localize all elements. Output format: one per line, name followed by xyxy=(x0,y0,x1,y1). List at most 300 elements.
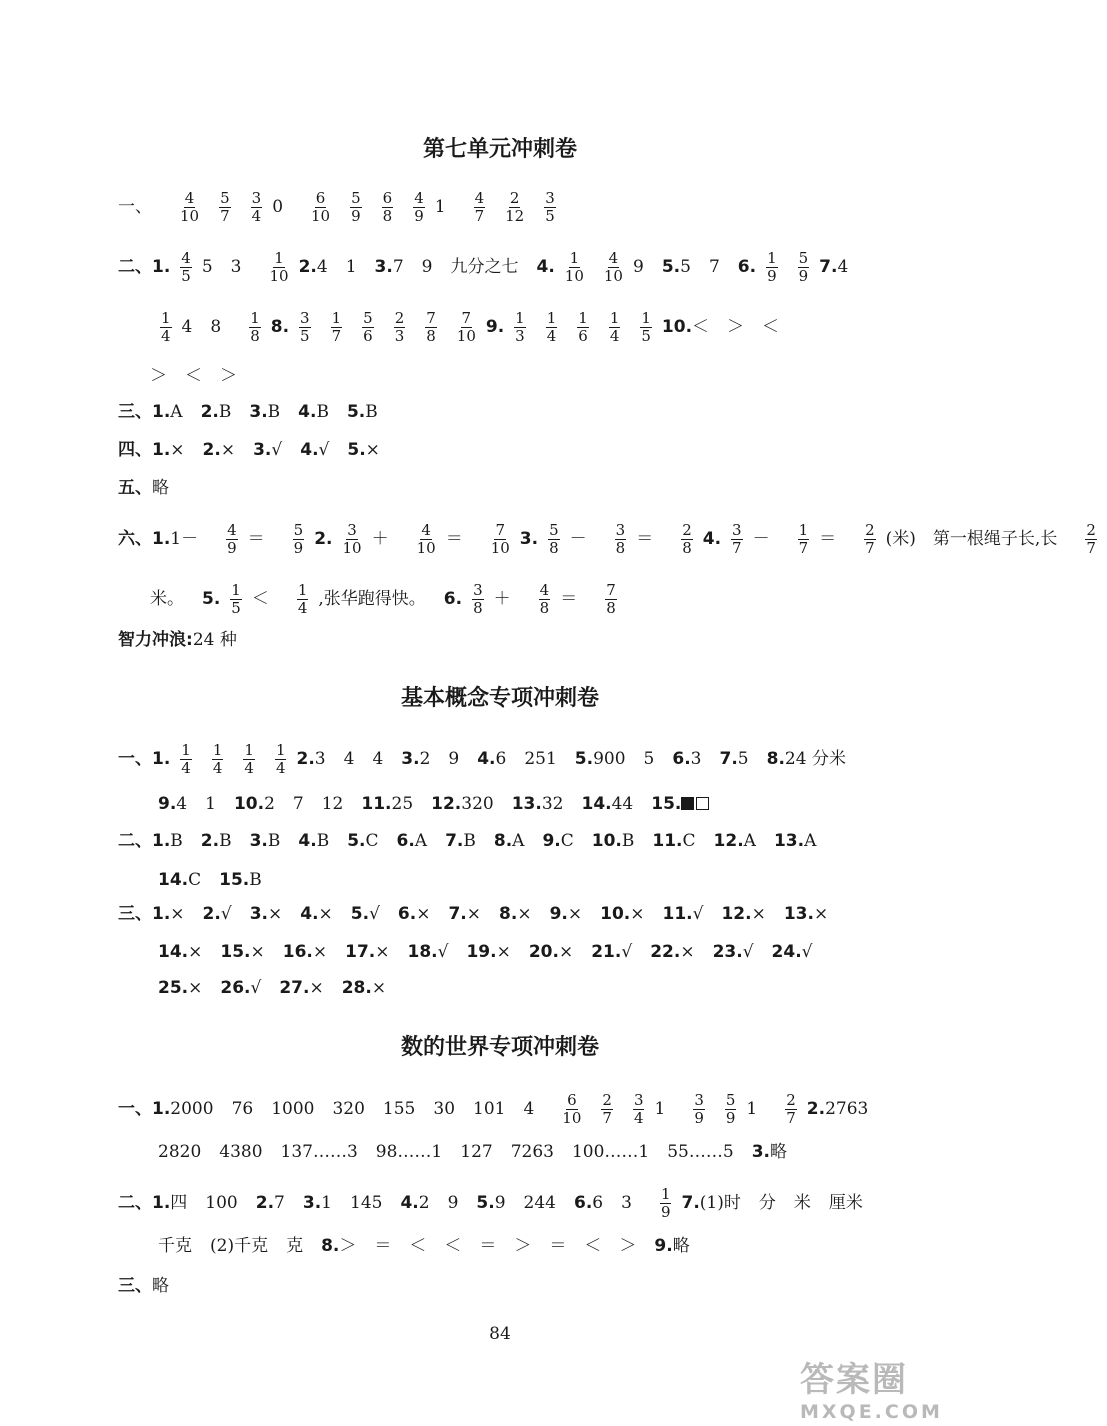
fraction xyxy=(394,310,406,345)
question-number: 智力冲浪: xyxy=(118,630,193,650)
answer-text: 6 xyxy=(495,749,507,769)
denominator: 8 xyxy=(606,599,616,617)
question-number: 10. xyxy=(661,317,693,337)
answer-text: 137……3 xyxy=(280,1142,358,1162)
answer-text: ＝ xyxy=(560,589,578,609)
square-answer xyxy=(681,794,711,814)
answer-text: A xyxy=(804,831,817,851)
fraction xyxy=(640,310,652,345)
answer-text: ＝ xyxy=(374,1236,392,1256)
answer-text: ＜ xyxy=(444,1236,462,1256)
denominator: 9 xyxy=(767,267,777,285)
fraction xyxy=(546,310,558,345)
answer-text: 1000 xyxy=(271,1099,315,1119)
fraction xyxy=(601,1092,613,1127)
answer-text: 1 xyxy=(345,257,357,277)
answer-text: C xyxy=(365,831,379,851)
question-number: 2. xyxy=(200,831,220,851)
question-number: 15. xyxy=(219,870,250,890)
question-number: 26. xyxy=(220,978,251,998)
answer-text: × xyxy=(558,942,574,962)
fraction xyxy=(212,742,224,777)
answer-text: 9 xyxy=(632,257,644,277)
answer-text: 76 xyxy=(231,1099,254,1119)
fraction xyxy=(270,250,289,285)
question-number: 10. xyxy=(233,794,265,814)
denominator: 10 xyxy=(416,539,436,557)
fraction xyxy=(681,522,693,557)
answer-text: ＞ xyxy=(150,366,167,386)
numerator: 4 xyxy=(184,189,195,207)
fraction xyxy=(615,522,627,557)
answer-text: × xyxy=(466,904,482,924)
denominator: 9 xyxy=(227,539,237,557)
answer-text: 2 xyxy=(264,794,275,814)
fraction xyxy=(609,310,621,345)
question-number: 3. xyxy=(249,402,268,422)
fraction xyxy=(633,1092,645,1127)
answer-text: 1 xyxy=(321,1193,332,1213)
fraction xyxy=(785,1092,797,1127)
question-number: 6. xyxy=(573,1193,593,1213)
fraction xyxy=(343,522,362,557)
answer-text: 12 xyxy=(321,794,344,814)
denominator: 9 xyxy=(293,539,304,557)
answer-text: 四 xyxy=(170,1193,188,1213)
denominator: 10 xyxy=(180,207,200,225)
fraction xyxy=(514,310,526,345)
question-number: 17. xyxy=(345,942,376,962)
answer-text: 5 xyxy=(737,749,749,769)
question-number: 4. xyxy=(298,402,317,422)
question-number: 11. xyxy=(662,904,693,924)
answer-line xyxy=(118,250,866,285)
answer-text: × xyxy=(250,942,265,962)
answer-text: √ xyxy=(437,942,449,962)
fraction xyxy=(311,190,330,225)
denominator: 9 xyxy=(414,207,424,225)
answer-text: 2000 xyxy=(170,1099,214,1119)
answer-text: × xyxy=(813,904,829,924)
answer-text: ＋ xyxy=(493,589,511,609)
question-number: 8. xyxy=(499,904,518,924)
answer-text: 2820 xyxy=(158,1142,202,1162)
numerator: 4 xyxy=(608,249,619,267)
answer-text: 127 xyxy=(460,1142,493,1162)
denominator: 4 xyxy=(633,1109,644,1127)
answer-text: A xyxy=(743,831,756,851)
numerator: 1 xyxy=(250,309,260,327)
numerator: 1 xyxy=(275,741,286,759)
answer-text: 厘米 xyxy=(828,1193,863,1213)
answer-text: √ xyxy=(369,904,380,924)
numerator: 7 xyxy=(606,581,616,599)
question-number: 一、1. xyxy=(118,749,171,769)
denominator: 4 xyxy=(251,207,262,225)
answer-text: ＝ xyxy=(445,529,463,549)
answer-text: (米) 第一根绳子长,长 xyxy=(885,529,1058,549)
answer-text: × xyxy=(309,978,324,998)
denominator: 10 xyxy=(603,267,623,285)
answer-text: 一、 xyxy=(118,197,152,217)
answer-text: 5 xyxy=(201,257,213,277)
answer-text: 1 xyxy=(746,1099,758,1119)
question-number: 三、 xyxy=(118,1276,152,1296)
question-number: 2. xyxy=(255,1193,275,1213)
numerator: 1 xyxy=(609,309,620,327)
question-number: 12. xyxy=(721,904,752,924)
question-number: 9. xyxy=(549,904,568,924)
denominator: 3 xyxy=(394,327,405,345)
answer-text: 米 xyxy=(793,1193,811,1213)
numerator: 6 xyxy=(315,189,326,207)
denominator: 10 xyxy=(456,327,476,345)
answer-text: 2763 xyxy=(825,1099,869,1119)
filled-square-icon xyxy=(681,797,694,810)
answer-text: × xyxy=(267,904,283,924)
answer-text: B xyxy=(267,831,281,851)
denominator: 9 xyxy=(798,267,809,285)
question-number: 5. xyxy=(574,749,594,769)
fraction xyxy=(798,250,810,285)
question-number: 3. xyxy=(519,529,539,549)
answer-text: × xyxy=(416,904,431,924)
denominator: 10 xyxy=(311,207,331,225)
answer-text: 25 xyxy=(391,794,414,814)
question-number: 8. xyxy=(493,831,513,851)
answer-text: 320 xyxy=(461,794,494,814)
answer-line xyxy=(118,476,187,500)
numerator: 2 xyxy=(1086,521,1096,539)
denominator: 4 xyxy=(161,327,171,345)
answer-text: × xyxy=(371,978,387,998)
fraction xyxy=(539,582,551,617)
denominator: 9 xyxy=(694,1109,704,1127)
question-number: 8. xyxy=(270,317,290,337)
question-number: 9. xyxy=(158,794,177,814)
answer-line xyxy=(118,628,255,652)
numerator: 1 xyxy=(181,741,191,759)
answer-text: B xyxy=(621,831,635,851)
question-number: 21. xyxy=(591,942,622,962)
answer-text: － xyxy=(569,529,587,549)
answer-text: 1 xyxy=(434,197,446,217)
answer-text: 1 xyxy=(205,794,216,814)
question-number: 10. xyxy=(591,831,622,851)
numerator: 4 xyxy=(421,521,431,539)
question-number: 9. xyxy=(485,317,505,337)
denominator: 4 xyxy=(212,759,223,777)
numerator: 3 xyxy=(694,1091,704,1109)
question-number: 三、1. xyxy=(118,904,171,924)
denominator: 4 xyxy=(275,759,286,777)
fraction xyxy=(230,582,242,617)
fraction xyxy=(548,522,560,557)
answer-line xyxy=(158,1140,805,1164)
fraction xyxy=(725,1092,737,1127)
numerator: 6 xyxy=(567,1091,577,1109)
answer-text: 4 xyxy=(181,317,193,337)
answer-text: √ xyxy=(318,440,330,460)
fraction xyxy=(577,310,589,345)
numerator: 4 xyxy=(227,521,237,539)
question-number: 六、1. xyxy=(118,529,171,549)
answer-text: 251 xyxy=(524,749,557,769)
answer-text: B xyxy=(219,831,232,851)
question-number: 9. xyxy=(542,831,561,851)
numerator: 5 xyxy=(798,249,809,267)
answer-text: √ xyxy=(801,942,813,962)
answer-text: 320 xyxy=(332,1099,365,1119)
section-title: 第七单元冲刺卷 xyxy=(422,137,577,162)
denominator: 7 xyxy=(798,539,809,557)
answer-line xyxy=(118,400,396,424)
answer-text: B xyxy=(170,831,183,851)
question-number: 15. xyxy=(651,794,682,814)
answer-text: 24 种 xyxy=(192,630,237,650)
answer-text: C xyxy=(560,831,574,851)
denominator: 7 xyxy=(331,327,342,345)
question-number: 10. xyxy=(600,904,631,924)
fraction xyxy=(766,250,778,285)
section-title: 数的世界专项冲刺卷 xyxy=(400,1035,599,1060)
answer-text: ＜ xyxy=(251,589,269,609)
question-number: 4. xyxy=(300,904,319,924)
denominator: 8 xyxy=(426,327,436,345)
denominator: 10 xyxy=(562,1109,582,1127)
denominator: 8 xyxy=(382,207,393,225)
numerator: 1 xyxy=(231,581,241,599)
fraction xyxy=(413,190,425,225)
page-number: 84 xyxy=(489,1324,511,1344)
question-number: 5. xyxy=(346,402,366,422)
answer-text: 7 xyxy=(708,257,720,277)
answer-line xyxy=(118,522,1107,557)
answer-text: ＝ xyxy=(819,529,837,549)
fraction xyxy=(219,190,231,225)
denominator: 4 xyxy=(609,327,620,345)
fraction xyxy=(226,522,238,557)
question-number: 2. xyxy=(202,904,221,924)
numerator: 2 xyxy=(682,521,692,539)
numerator: 1 xyxy=(798,521,809,539)
answer-text: 4 xyxy=(316,257,328,277)
watermark-logo xyxy=(800,1352,990,1422)
question-number: 3. xyxy=(253,440,272,460)
answer-line xyxy=(158,976,404,1000)
question-number: 二、1. xyxy=(118,257,171,277)
question-number: 14. xyxy=(158,942,189,962)
answer-text: ＜ xyxy=(584,1236,602,1256)
answer-line xyxy=(118,829,834,853)
answer-text: √ xyxy=(220,904,232,924)
fraction xyxy=(160,310,172,345)
fraction xyxy=(544,190,556,225)
numerator: 4 xyxy=(474,189,485,207)
answer-text: 米。 xyxy=(150,589,184,609)
answer-text: 98……1 xyxy=(375,1142,443,1162)
answer-text: √ xyxy=(271,440,283,460)
denominator: 8 xyxy=(549,539,559,557)
question-number: 13. xyxy=(773,831,805,851)
denominator: 7 xyxy=(1086,539,1096,557)
question-number: 3. xyxy=(401,749,420,769)
answer-text: ,张华跑得快。 xyxy=(318,589,426,609)
answer-text: C xyxy=(682,831,696,851)
question-number: 7. xyxy=(681,1193,700,1213)
answer-text: ＞ xyxy=(727,317,745,337)
answer-text: × xyxy=(312,942,328,962)
question-number: 4. xyxy=(400,1193,419,1213)
question-number: 3. xyxy=(374,257,393,277)
numerator: 3 xyxy=(473,581,483,599)
answer-text: 2 xyxy=(419,749,431,769)
question-number: 8. xyxy=(766,749,785,769)
question-number: 18. xyxy=(407,942,438,962)
question-number: 3. xyxy=(249,831,268,851)
answer-text: 7 xyxy=(392,257,404,277)
answer-text: × xyxy=(170,440,185,460)
question-number: 三、1. xyxy=(118,402,171,422)
answer-line xyxy=(158,1234,708,1258)
question-number: 6. xyxy=(397,904,417,924)
fraction xyxy=(693,1092,705,1127)
denominator: 7 xyxy=(474,207,485,225)
answer-text: 9 xyxy=(447,1193,459,1213)
answer-text: ＞ xyxy=(339,1236,357,1256)
answer-text: 6 xyxy=(592,1193,604,1213)
answer-text: ＋ xyxy=(371,529,389,549)
question-number: 四、1. xyxy=(118,440,171,460)
question-number: 5. xyxy=(202,589,221,609)
question-number: 7. xyxy=(819,257,838,277)
numerator: 1 xyxy=(297,581,308,599)
fraction xyxy=(251,190,263,225)
fraction xyxy=(562,1092,581,1127)
question-number: 2. xyxy=(314,529,333,549)
question-number: 14. xyxy=(581,794,612,814)
numerator: 1 xyxy=(660,1185,671,1203)
question-number: 12. xyxy=(713,831,744,851)
answer-text: 4 xyxy=(176,794,188,814)
fraction xyxy=(604,250,623,285)
numerator: 2 xyxy=(865,521,875,539)
numerator: 1 xyxy=(515,309,525,327)
denominator: 9 xyxy=(660,1203,671,1221)
answer-text: 1 xyxy=(654,1099,666,1119)
answer-text: × xyxy=(170,904,185,924)
question-number: 3. xyxy=(302,1193,322,1213)
answer-text: 略 xyxy=(769,1142,787,1162)
fraction xyxy=(180,190,199,225)
answer-text: 4380 xyxy=(219,1142,263,1162)
fraction xyxy=(864,522,876,557)
answer-line xyxy=(118,742,864,777)
denominator: 5 xyxy=(545,207,555,225)
answer-line xyxy=(118,1274,187,1298)
answer-line xyxy=(118,1092,886,1127)
denominator: 4 xyxy=(181,759,191,777)
question-number: 一、1. xyxy=(118,1099,171,1119)
fraction xyxy=(565,250,584,285)
answer-text: 略 xyxy=(152,478,169,498)
question-number: 二、1. xyxy=(118,1193,171,1213)
answer-text: 2 xyxy=(418,1193,430,1213)
numerator: 4 xyxy=(539,581,550,599)
answer-text: 略 xyxy=(672,1236,690,1256)
answer-text: × xyxy=(188,942,203,962)
fraction xyxy=(275,742,287,777)
question-number: 16. xyxy=(282,942,313,962)
answer-line xyxy=(118,438,398,462)
answer-text: 4 xyxy=(372,749,384,769)
answer-text: C xyxy=(188,870,202,890)
fraction xyxy=(362,310,374,345)
answer-text: ＞ xyxy=(220,366,237,386)
answer-line xyxy=(158,792,711,816)
answer-line xyxy=(158,940,831,964)
fraction xyxy=(505,190,524,225)
denominator: 5 xyxy=(300,327,310,345)
denominator: 4 xyxy=(297,599,308,617)
answer-text: 9 xyxy=(421,257,433,277)
question-number: 4. xyxy=(477,749,496,769)
answer-text: B xyxy=(365,402,378,422)
question-number: 9. xyxy=(654,1236,673,1256)
question-number: 7. xyxy=(448,904,467,924)
answer-text: 900 xyxy=(593,749,626,769)
question-number: 5. xyxy=(350,904,370,924)
question-number: 5. xyxy=(476,1193,495,1213)
answer-text: ＜ xyxy=(762,317,780,337)
answer-text: 九分之七 xyxy=(450,257,519,277)
question-number: 13. xyxy=(783,904,814,924)
answer-text: B xyxy=(218,402,232,422)
question-number: 12. xyxy=(431,794,462,814)
question-number: 2. xyxy=(202,440,221,460)
numerator: 1 xyxy=(767,249,777,267)
answer-text: × xyxy=(220,440,236,460)
answer-text: A xyxy=(414,831,428,851)
question-number: 8. xyxy=(321,1236,340,1256)
answer-text: 100……1 xyxy=(571,1142,650,1162)
denominator: 6 xyxy=(578,327,588,345)
numerator: 3 xyxy=(347,521,357,539)
answer-text: 7263 xyxy=(510,1142,554,1162)
numerator: 1 xyxy=(569,249,580,267)
question-number: 11. xyxy=(652,831,683,851)
answer-text: 克 xyxy=(286,1236,304,1256)
fraction xyxy=(293,522,305,557)
denominator: 5 xyxy=(641,327,651,345)
answer-text: 44 xyxy=(611,794,634,814)
denominator: 8 xyxy=(473,599,483,617)
question-number: 二、1. xyxy=(118,831,171,851)
numerator: 3 xyxy=(615,521,626,539)
numerator: 7 xyxy=(426,309,436,327)
answer-text: × xyxy=(630,904,645,924)
question-number: 15. xyxy=(220,942,251,962)
question-number: 4. xyxy=(298,831,317,851)
fraction xyxy=(660,1186,672,1221)
answer-line xyxy=(150,364,255,388)
answer-text: 244 xyxy=(523,1193,556,1213)
answer-text: 155 xyxy=(382,1099,416,1119)
answer-text: × xyxy=(567,904,583,924)
fraction xyxy=(457,310,476,345)
numerator: 3 xyxy=(732,521,742,539)
fraction xyxy=(417,522,436,557)
